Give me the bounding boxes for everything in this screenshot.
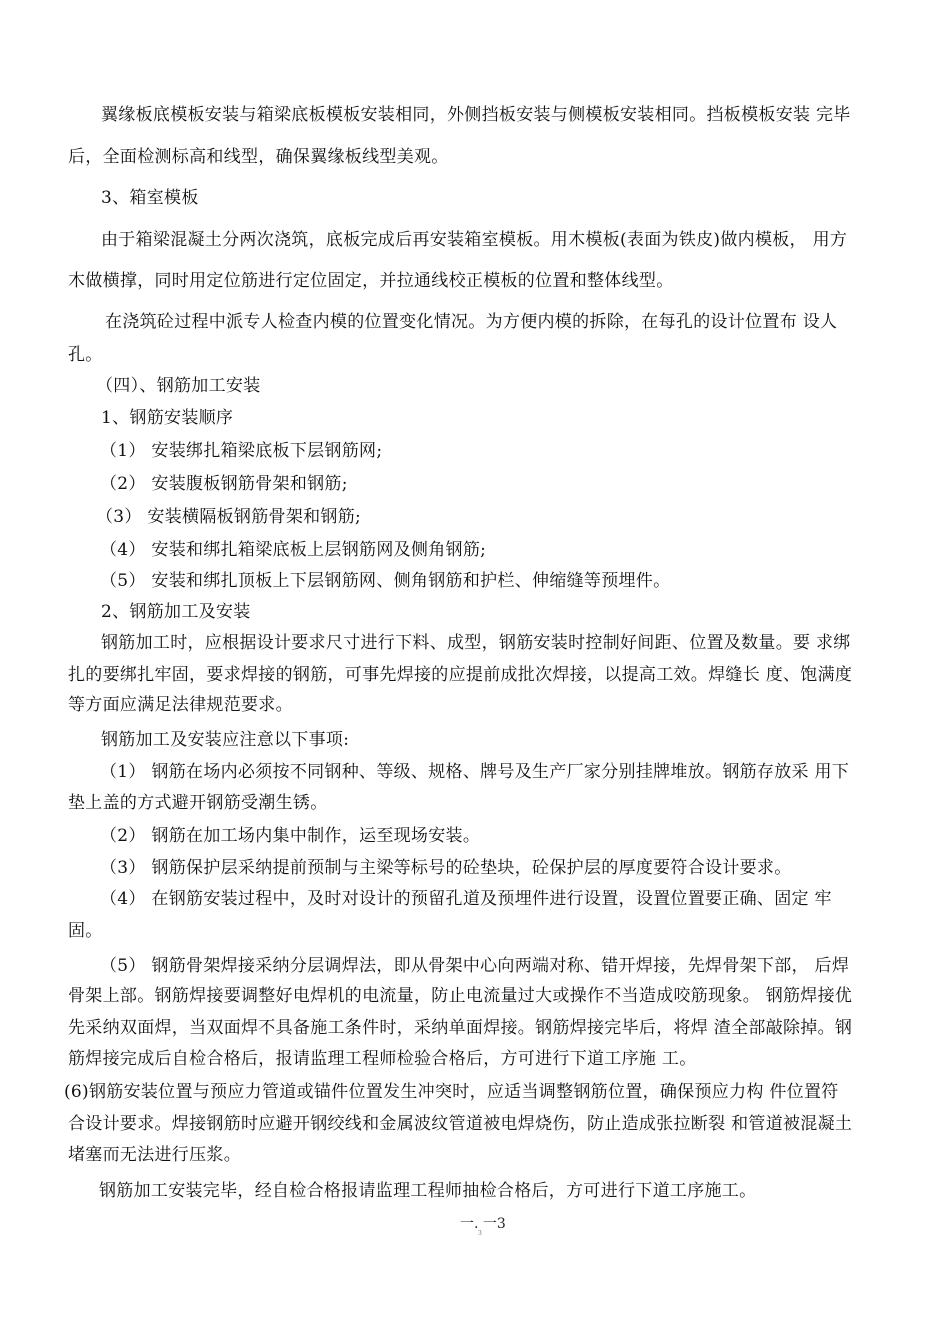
text-line-20: （1） 钢筋在场内必须按不同钢种、等级、规格、牌号及生产厂家分别挂牌堆放。钢筋存放采 用下 xyxy=(100,762,850,782)
text-line-30: (6)钢筋安装位置与预应力管道或锚件位置发生冲突时，应适当调整钢筋位置，确保预应力构 件位置符 xyxy=(64,1082,839,1102)
text-line-32: 堵塞而无法进行压浆。 xyxy=(68,1145,241,1165)
text-line-19: 钢筋加工及安装应注意以下事项: xyxy=(101,730,350,750)
list-item-2: （2） 安装腹板钢筋骨架和钢筋; xyxy=(100,474,348,494)
text-line-31: 合设计要求。焊接钢筋时应避开钢绞线和金属波纹管道被电焊烧伤，防止造成张拉断裂 和管道被混凝土 xyxy=(68,1114,853,1134)
text-line-6: 在浇筑砼过程中派专人检查内模的位置变化情况。为方便内模的拆除，在每孔的设计位置布 设人 xyxy=(105,312,838,332)
section-heading-box-chamber-formwork: 3、箱室模板 xyxy=(101,188,199,208)
text-line-23: （3） 钢筋保护层采纳提前预制与主梁等标号的砼垫块，砼保护层的厚度要符合设计要求。 xyxy=(100,858,792,878)
text-line-27: 骨架上部。钢筋焊接要调整好电焊机的电流量，防止电流量过大或操作不当造成咬筋现象。 钢筋焊接优 xyxy=(68,986,853,1006)
text-line-4: 由于箱梁混凝土分两次浇筑，底板完成后再安装箱室模板。用木模板(表面为铁皮)做内模板， 用方 xyxy=(101,230,848,250)
list-item-3: （3） 安装横隔板钢筋骨架和钢筋; xyxy=(96,507,362,527)
subheading-rebar-sequence: 1、钢筋安装顺序 xyxy=(101,408,234,428)
text-line-33: 钢筋加工安装完毕，经自检合格报请监理工程师抽检合格后，方可进行下道工序施工。 xyxy=(99,1181,757,1201)
text-line-2: 后，全面检测标高和线型，确保翼缘板线型美观。 xyxy=(68,147,449,167)
text-line-25: 固。 xyxy=(68,921,103,941)
text-line-7: 孔。 xyxy=(68,345,103,365)
text-line-17: 扎的要绑扎牢固，要求焊接的钢筋，可事先焊接的应提前成批次焊接，以提高工效。焊缝长 度、饱满度 xyxy=(68,665,853,685)
section-heading-rebar: （四）、钢筋加工安装 xyxy=(96,376,261,396)
page-number-sub: 3 xyxy=(478,1230,482,1237)
page-number: 一. 一3 xyxy=(460,1216,506,1232)
text-line-22: （2） 钢筋在加工场内集中制作，运至现场安装。 xyxy=(100,826,481,846)
text-line-18: 等方面应满足法律规范要求。 xyxy=(68,695,293,715)
text-line-29: 筋焊接完成后自检合格后，报请监理工程师检验合格后，方可进行下道工序施 工。 xyxy=(68,1049,697,1069)
text-line-16: 钢筋加工时，应根据设计要求尺寸进行下料、成型，钢筋安装时控制好间距、位置及数量。要 求绑 xyxy=(101,633,851,653)
text-line-26: （5） 钢筋骨架焊接采纳分层调焊法，即从骨架中心向两端对称、错开焊接，先焊骨架下部， 后焊 xyxy=(100,956,850,976)
text-line-5: 木做横撑，同时用定位筋进行定位固定，并拉通线校正模板的位置和整体线型。 xyxy=(68,271,674,291)
text-line-1: 翼缘板底模板安装与箱梁底板模板安装相同，外侧挡板安装与侧模板安装相同。挡板模板安装 完毕 xyxy=(101,105,851,125)
text-line-24: （4） 在钢筋安装过程中，及时对设计的预留孔道及预埋件进行设置，设置位置要正确、固定 牢 xyxy=(100,889,832,909)
list-item-5: （5） 安装和绑扎顶板上下层钢筋网、侧角钢筋和护栏、伸缩缝等预埋件。 xyxy=(100,571,671,591)
text-line-21: 垫上盖的方式避开钢筋受潮生锈。 xyxy=(68,793,328,813)
text-line-28: 先采纳双面焊，当双面焊不具备施工条件时，采纳单面焊接。钢筋焊接完毕后，将焊 渣全部敲除掉。钢 xyxy=(68,1018,853,1038)
subheading-rebar-processing: 2、钢筋加工及安装 xyxy=(101,602,251,622)
list-item-4: （4） 安装和绑扎箱梁底板上层钢筋网及侧角钢筋; xyxy=(100,540,487,560)
list-item-1: （1） 安装绑扎箱梁底板下层钢筋网; xyxy=(100,441,383,461)
